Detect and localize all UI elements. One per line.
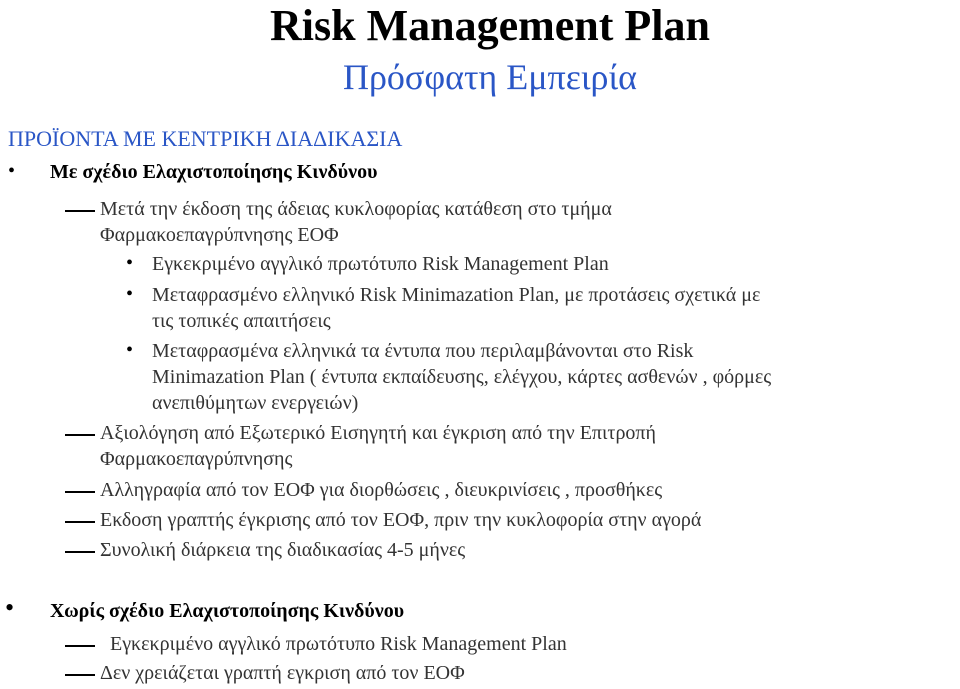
list-item-line: Μεταφρασμένα ελληνικά τα έντυπα που περιλαμβάνονται στο Risk [152,340,694,362]
dash-mark [65,210,95,212]
bullet-dot: • [126,252,134,274]
list-item [100,507,701,533]
list-item [100,477,662,503]
list-item-line: Εγκεκριμένο αγγλικό πρωτότυπο Risk Management Plan [152,253,609,275]
bullet-dot: • [126,283,134,305]
list-item [100,420,656,472]
list-item [110,631,567,657]
list-item-line: Μετά την έκδοση της άδειας κυκλοφορίας κατάθεση στο τμήμα [100,198,612,220]
bullet-dot: • [126,339,134,361]
dash-mark [65,491,95,493]
section-heading: ΠΡΟΪΟΝΤΑ ΜΕ ΚΕΝΤΡΙΚΗ ΔΙΑΔΙΚΑΣΙΑ [8,126,403,151]
dash-mark [65,551,95,553]
list-item-line: Φαρμακοεπαγρύπνησης [100,448,293,470]
list-item [100,660,465,686]
sub-list-item [152,282,760,334]
list-item-line: Μεταφρασμένο ελληνικό Risk Minimazation Plan, με προτάσεις σχετικά με [152,284,761,306]
sub-list-item [152,338,771,416]
dash-mark [65,645,95,647]
list-item [100,196,612,248]
with-rmp-label: Με σχέδιο Ελαχιστοποίησης Κινδύνου [50,161,378,183]
sub-list-item [152,251,609,277]
list-item-line: Δεν χρειάζεται γραπτή εγκριση από τον ΕΟΦ [100,662,465,684]
list-item-line: τις τοπικές απαιτήσεις [152,310,331,332]
bullet-dot: • [8,160,16,182]
list-item-line: Minimazation Plan ( έντυπα εκπαίδευσης, ελέγχου, κάρτες ασθενών , φόρμες [152,366,772,388]
dash-mark [65,674,95,676]
list-item-line: Εκδοση γραπτής έγκρισης από τον ΕΟΦ, πριν την κυκλοφορία στην αγορά [100,509,702,531]
without-rmp-label: Χωρίς σχέδιο Ελαχιστοποίησης Κινδύνου [50,600,405,622]
slide-subtitle: Πρόσφατη Εμπειρία [342,57,638,97]
dash-mark [65,434,95,436]
list-item-line: ανεπιθύμητων ενεργειών) [152,392,359,414]
list-item-line: Φαρμακοεπαγρύπνησης ΕΟΦ [100,224,339,246]
list-item-line: Αλληγραφία από τον ΕΟΦ για διορθώσεις , διευκρινίσεις , προσθήκες [100,479,663,501]
dash-mark [65,521,95,523]
list-item-line: Συνολική διάρκεια της διαδικασίας 4-5 μήνες [100,539,466,561]
bullet-dot: • [5,593,15,622]
list-item-line: Αξιολόγηση από Εξωτερικό Εισηγητή και έγκριση από την Επιτροπή [100,422,656,444]
slide-title: Risk Management Plan [270,1,710,50]
list-item-line: Εγκεκριμένο αγγλικό πρωτότυπο Risk Management Plan [110,633,567,655]
list-item [100,537,465,563]
